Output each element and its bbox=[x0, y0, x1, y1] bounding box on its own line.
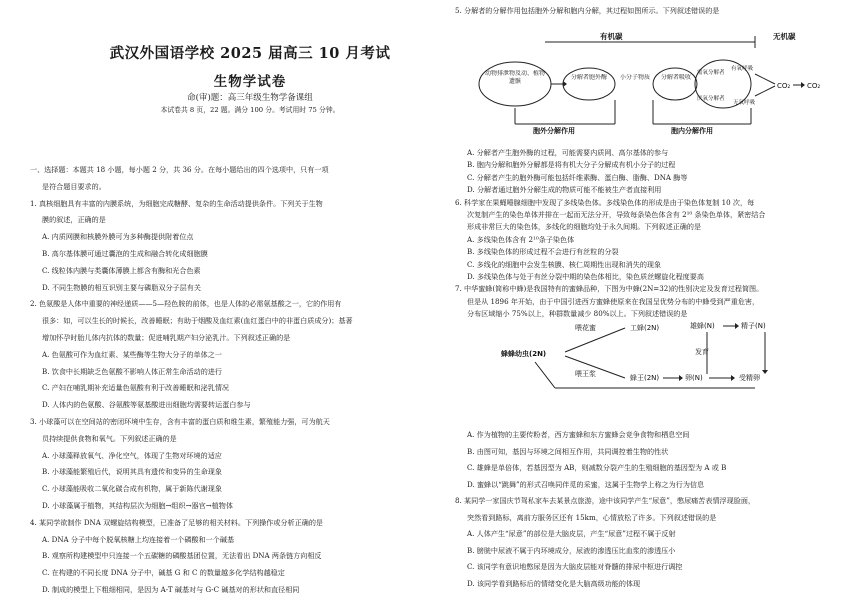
text-line: D. 该同学看到路标后的情绪变化是大脑高级功能的体现 bbox=[467, 578, 641, 588]
text-line: C. 多线化的细胞中会发生核膜、核仁周期性出现和消失的现象 bbox=[467, 259, 662, 269]
text-line: 但是从 1896 年开始，由于中国引进西方蜜蜂使原来在我国呈优势分布的中蜂受到严重危害， bbox=[467, 296, 760, 306]
text-line: B. 多线染色体的形成过程不会进行有丝粒的分裂 bbox=[467, 247, 619, 257]
text-line: 一、选择题：本题共 18 小题，每小题 2 分，共 36 分。在每小题给出的四个选项中，只有一项 bbox=[30, 165, 329, 174]
small-molecule-label: 小分子物质 bbox=[619, 74, 650, 81]
aerobic-decomposer-label: 需氧分解者 bbox=[697, 70, 725, 76]
text-line: B. 胞内分解和胞外分解都是将有机大分子分解成有机小分子的过程 bbox=[467, 160, 676, 170]
source-material: 动物排泄物及动、植物遗骸 bbox=[484, 70, 545, 85]
text-line: D. 蜜蜂以“跳舞”的形式召唤同伴觅的采蜜，这属于生物学上称之为行为信息 bbox=[467, 479, 705, 489]
text-line: A. 多线染色体含有 2¹⁰条子染色体 bbox=[467, 234, 575, 244]
text-line: 7. 中华蜜蜂(简称中蜂)是我国特有的蜜蜂品种，下图为中蜂(2N=32)的性别决定及发育过程简图。 bbox=[455, 284, 764, 294]
text-line: C. 小球藻能吸收二氧化碳合成有机物，属于新陈代谢现象 bbox=[42, 484, 222, 494]
text-line: D. 分解者通过胞外分解生成的物质可能不能被生产者直接利用 bbox=[467, 185, 662, 195]
text-line: 2. 色氨酸是人体中重要的神经递质——5—羟色胺的前体，也是人体的必需氨基酸之一，它的作用有 bbox=[30, 299, 342, 309]
intracellular-decomposition-label: 胞内分解作用 bbox=[671, 127, 713, 135]
text-line: C. 分解者产生的胞外酶可能包括纤维素酶、蛋白酶、脂酶、DNA 酶等 bbox=[467, 172, 688, 182]
anaerobic-decomposer-label: 厌氧分解者 bbox=[697, 96, 725, 102]
decomposition-diagram bbox=[475, 28, 835, 138]
text-line: 分布区域缩小 75%以上，种群数量减少 80%以上。下列叙述错误的是 bbox=[467, 309, 688, 319]
egg-label: 卵(N) bbox=[685, 374, 703, 382]
co2-label-1: CO₂ bbox=[777, 82, 791, 90]
worker-bee-label: 工蜂(2N) bbox=[630, 324, 660, 332]
sperm-label: 精子(N) bbox=[741, 322, 766, 330]
honeybee-diagram bbox=[495, 318, 815, 400]
text-line: D. 不同生物膜的相互识别主要与磷脂双分子层有关 bbox=[42, 282, 201, 292]
text-line: 3. 小球藻可以在空间站的密闭环境中生存，含有丰富的蛋白质和维生素，繁殖能力强，可为航天 bbox=[30, 417, 330, 426]
text-line: 形成非常巨大的染色体，多线化的细胞均处于永久间期。下列叙述正确的是 bbox=[467, 222, 702, 232]
exam-title: 武汉外国语学校 2025 届高三 10 月考试 bbox=[109, 45, 391, 62]
text-line: 膜的叙述，正确的是 bbox=[42, 215, 106, 225]
text-line: B. 由图可知，基因与环境之间相互作用，共同调控着生物的性状 bbox=[467, 446, 669, 456]
exam-subtitle: 生物学试卷 bbox=[213, 74, 287, 90]
extracellular-enzyme-label: 分解者胞外酶 bbox=[570, 74, 607, 81]
co2-label-2: CO₂ bbox=[807, 82, 821, 90]
inorganic-carbon-label: 无机碳 bbox=[773, 32, 796, 41]
text-line: D. 制成的模型上下粗细相同，是因为 A-T 碱基对与 G-C 碱基对的形状和直径相同 bbox=[42, 585, 300, 594]
organic-carbon-label: 有机碳 bbox=[600, 32, 623, 41]
fertilized-egg-label: 受精卵 bbox=[739, 374, 760, 382]
text-line: A. 人体产生“尿意”的部位是大脑皮层，产生“尿意”过程不属于反射 bbox=[467, 529, 676, 538]
drone-label: 雄蜂(N) bbox=[690, 322, 715, 330]
develop-label: 发育 bbox=[695, 348, 709, 356]
text-line: C. 雄蜂是单倍体，若基因型为 AB，则减数分裂产生的生殖细胞的基因型为 A 或 B bbox=[467, 463, 727, 472]
text-line: 8. 某同学一家国庆节驾私家车去某景点旅游，途中该同学产生“尿意”，憋尿痛苦表情浮现脸面， bbox=[455, 496, 756, 505]
larva-label: 蜂蜂幼虫(2N) bbox=[501, 350, 547, 358]
text-line: A. 内质网膜和核膜外膜可为多种酶提供附着位点 bbox=[42, 232, 194, 242]
text-line: A. 作为植物的主要传粉者，西方蜜蜂和东方蜜蜂会竞争食物和栖息空间 bbox=[467, 430, 690, 439]
text-line: 1. 真核细胞具有丰富的内膜系统，为细胞完成糖酵、复杂的生命活动提供条件。下列关于生物 bbox=[30, 198, 323, 208]
text-line: D. 多线染色体与处于有丝分裂中期的染色体相比，染色质丝螺旋化程度要高 bbox=[467, 272, 704, 281]
aerobic-respiration-label: 有氧呼吸 bbox=[731, 66, 754, 72]
text-line: 突然看到路标，离前方服务区还有 15km，心情放松了许多。下列叙述错误的是 bbox=[467, 512, 717, 522]
text-line: 很多：如，可以生长的时候长，改善睡眠；有助于烟酸及血红素(血红蛋白中的非蛋白质成分)；基著 bbox=[42, 316, 353, 326]
text-line: D. 人体内的色氨酸、谷氨酸等氨基酸进出细胞均需要转运蛋白参与 bbox=[42, 400, 251, 410]
text-line: 次复制产生的染色单体并排在一起而无法分开，导致每条染色体含有 2¹⁰ 条染色单体，紧密结合 bbox=[467, 210, 766, 219]
anaerobic-respiration-label: 无氧呼吸 bbox=[733, 100, 756, 106]
feed-nectar-label: 喂花蜜 bbox=[575, 324, 596, 332]
queen-label: 蜂王(2N) bbox=[630, 374, 660, 382]
text-line: A. DNA 分子中每个脱氧核糖上均连接着一个磷酸和一个碱基 bbox=[42, 534, 235, 544]
text-line: B. 高尔基体膜可通过囊泡的生成和融合转化成细胞膜 bbox=[42, 249, 208, 258]
text-line: 6. 科学家在果蝇唾腺细胞中发现了多线染色体。多线染色体的形成是由于染色体复制 10 次，每 bbox=[455, 197, 755, 207]
text-line: B. 观察所构建模型中只连接一个五碳糖的磷酸基团位置，无法看出 DNA 两条链方向相反 bbox=[42, 551, 322, 561]
text-line: B. 膀胱中尿液不属于内环境成分，尿液的渗透压比血浆的渗透压小 bbox=[467, 545, 676, 555]
text-line: 员持续提供食物和氧气。下列叙述正确的是 bbox=[42, 433, 177, 443]
feed-royal-jelly-label: 喂王浆 bbox=[575, 370, 596, 378]
text-line: C. 线粒体内膜与类囊体薄膜上都含有酶和光合色素 bbox=[42, 265, 201, 275]
extracellular-decomposition-label: 胞外分解作用 bbox=[533, 127, 575, 135]
text-line: B. 小球藻能繁殖后代，说明其具有遗传和变异的生命现象 bbox=[42, 467, 222, 477]
exam-meta: 本试卷共 8 页，22 题。满分 100 分。考试用时 75 分钟。 bbox=[160, 106, 340, 114]
text-line: C. 在构建的不同长度 DNA 分子中，碱基 G 和 C 的数量越多化学结构越稳定 bbox=[42, 568, 285, 578]
text-line: 5. 分解者的分解作用包括胞外分解和胞内分解，其过程如图所示。下列叙述错误的是 bbox=[455, 6, 720, 15]
text-line: A. 小球藻释放氧气、净化空气，体现了生物对环境的适应 bbox=[42, 450, 222, 460]
text-line: 是符合题目要求的。 bbox=[42, 181, 106, 191]
text-line: C. 产妇在哺乳期补充适量色氨酸有利于改善睡眠和泌乳情况 bbox=[42, 383, 230, 393]
text-line: A. 分解者产生胞外酶的过程，可能需要内质网、高尔基体的参与 bbox=[467, 148, 669, 157]
exam-author: 命(审)题：高三年级生物学备课组 bbox=[187, 93, 313, 103]
text-line: 增加怀孕时胎儿体内抗体的数量；促进哺乳期产妇分泌乳汁。下列叙述正确的是 bbox=[42, 333, 291, 342]
text-line: C. 该同学有意识地憋尿是因为大脑皮层能对脊髓的排尿中枢进行调控 bbox=[467, 562, 683, 571]
text-line: A. 色氨酸可作为血红素、某些酶等生物大分子的单体之一 bbox=[42, 349, 222, 359]
text-line: D. 小球藻属于植物，其结构层次为细胞→组织→器官→植物体 bbox=[42, 501, 233, 510]
absorb-label: 分解者吸收 bbox=[660, 74, 691, 81]
text-line: B. 饮食中长期缺乏色氨酸不影响人体正常生命活动的进行 bbox=[42, 366, 222, 376]
text-line: 4. 某同学欲制作 DNA 双螺旋结构模型，已准备了足够的相关材料。下列操作或分析正确的是 bbox=[30, 517, 324, 527]
